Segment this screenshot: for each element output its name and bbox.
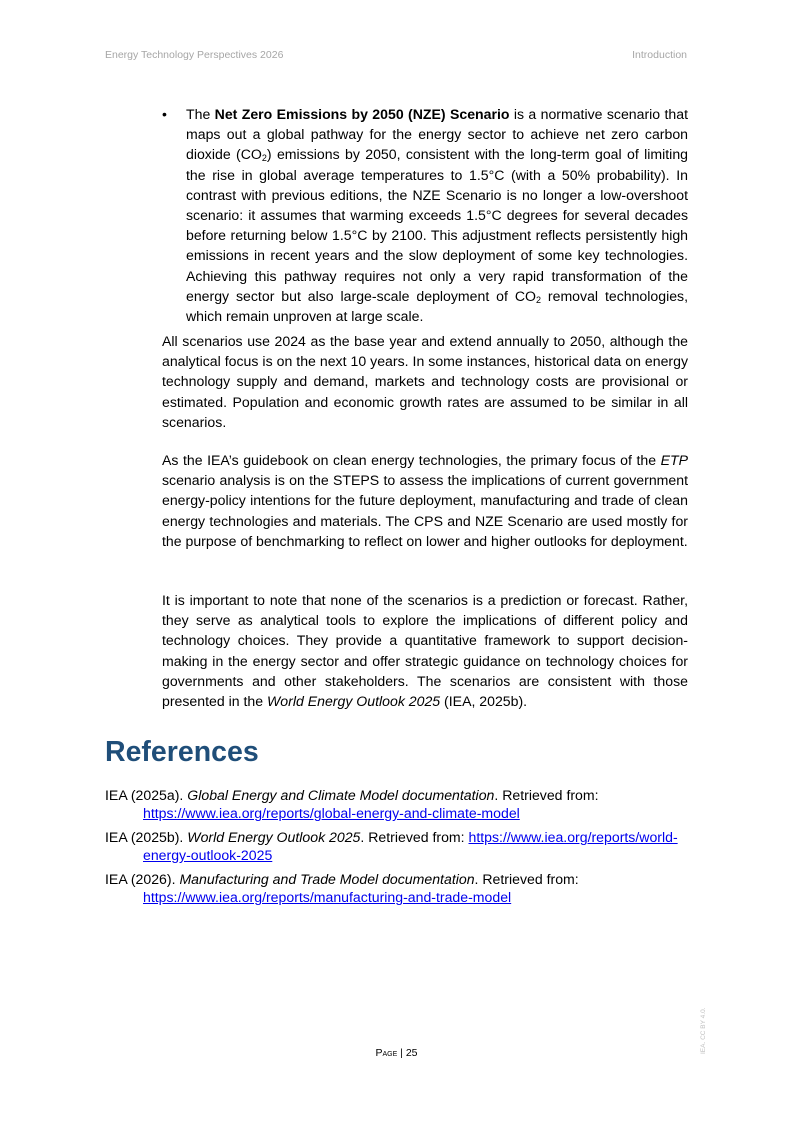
ref-title: Global Energy and Climate Model documentation — [187, 787, 495, 803]
paragraph-text — [162, 590, 688, 711]
text-span: It is important to note that none of the scenarios is a prediction or forecast. Rather, they serve as analytical tools to explore the implications of different policy and technology choices. They provide a quantitative framework to support decision-making in the energy sector and offer strategic guidance on technology choices for governments and other stakeholders. The scenarios are consistent with those presented in the — [162, 592, 688, 710]
etp-italic: ETP — [660, 452, 688, 468]
page-footer — [0, 1047, 793, 1059]
running-header-section: Introduction — [632, 49, 687, 61]
ref-retrieved: . Retrieved from: — [474, 871, 579, 887]
page-number: 25 — [405, 1047, 418, 1059]
ref-title: World Energy Outlook 2025 — [187, 829, 361, 845]
paragraph-text — [162, 450, 688, 551]
ref-author: IEA (2025a). — [105, 787, 188, 803]
ref-retrieved: . Retrieved from: — [494, 787, 599, 803]
running-header-title: Energy Technology Perspectives 2026 — [105, 49, 284, 61]
bullet-text-2: ) emissions by 2050, consistent with the long-term goal of limiting the rise in global average temperatures to 1.5°C (with a 50% probability). In contrast with previous editions, the NZE Scenario is no longer a low-overshoot scenario: it assumes that warming exceeds 1.5°C degrees for several decades before returning below 1.5°C by 2100. This adjustment reflects persistently high emissions in recent years and the slow deployment of some key technologies. Achieving this pathway requires not only a very rapid transformation of the energy sector but also large-scale deployment of CO — [186, 146, 688, 304]
bullet-icon: • — [162, 106, 167, 122]
weo-italic: World Energy Outlook 2025 — [267, 693, 441, 710]
reference-link[interactable]: https://www.iea.org/reports/manufacturing-and-trade-model — [143, 889, 512, 905]
ref-title: Manufacturing and Trade Model documentation — [179, 871, 475, 887]
license-notice: IEA. CC BY 4.0. — [700, 1007, 707, 1054]
text-span: (IEA, 2025b). — [440, 693, 528, 710]
references-list — [105, 786, 695, 912]
subscript: 2 — [535, 294, 541, 305]
reference-item — [105, 786, 695, 822]
page-separator: | — [397, 1047, 406, 1059]
bullet-text-pre: The — [186, 106, 215, 122]
text-span: As the IEA’s guidebook on clean energy technologies, the primary focus of the — [162, 452, 661, 468]
text-span: scenario analysis is on the STEPS to assess the implications of current government energy-policy intentions for the future deployment, manufacturing and trade of clean energy technologies and materials. The CPS and NZE Scenario are used mostly for the purpose of benchmarking to reflect on lower and higher outlooks for deployment. — [162, 472, 688, 549]
nze-scenario-bullet — [162, 104, 688, 326]
reference-item — [105, 870, 695, 906]
ref-author: IEA (2026). — [105, 871, 180, 887]
reference-link[interactable]: https://www.iea.org/reports/world-energy-outlook-2025 — [143, 829, 678, 863]
page-label: Page — [375, 1047, 398, 1059]
subscript: 2 — [261, 153, 267, 164]
references-heading: References — [105, 736, 259, 768]
paragraph-base-year — [162, 331, 688, 432]
bullet-text — [186, 104, 688, 326]
paragraph-text: All scenarios use 2024 as the base year and extend annually to 2050, although the analytical focus is on the next 10 years. In some instances, historical data on energy technology supply and demand, markets and technology costs are provisional or estimated. Population and economic growth rates are assumed to be similar in all scenarios. — [162, 333, 688, 430]
ref-retrieved: . Retrieved from: — [360, 829, 469, 845]
nze-scenario-term: Net Zero Emissions by 2050 (NZE) Scenario — [214, 106, 510, 122]
reference-item — [105, 828, 695, 864]
ref-author: IEA (2025b). — [105, 829, 188, 845]
paragraph-etp-focus — [162, 450, 688, 551]
bullet-text-1: is a normative scenario that maps out a global pathway for the energy sector to achieve net zero carbon dioxide (CO — [186, 106, 688, 163]
paragraph-not-forecast — [162, 590, 688, 711]
reference-link[interactable]: https://www.iea.org/reports/global-energy-and-climate-model — [143, 805, 520, 821]
bullet-text-3: removal technologies, which remain unproven at large scale. — [186, 287, 688, 325]
